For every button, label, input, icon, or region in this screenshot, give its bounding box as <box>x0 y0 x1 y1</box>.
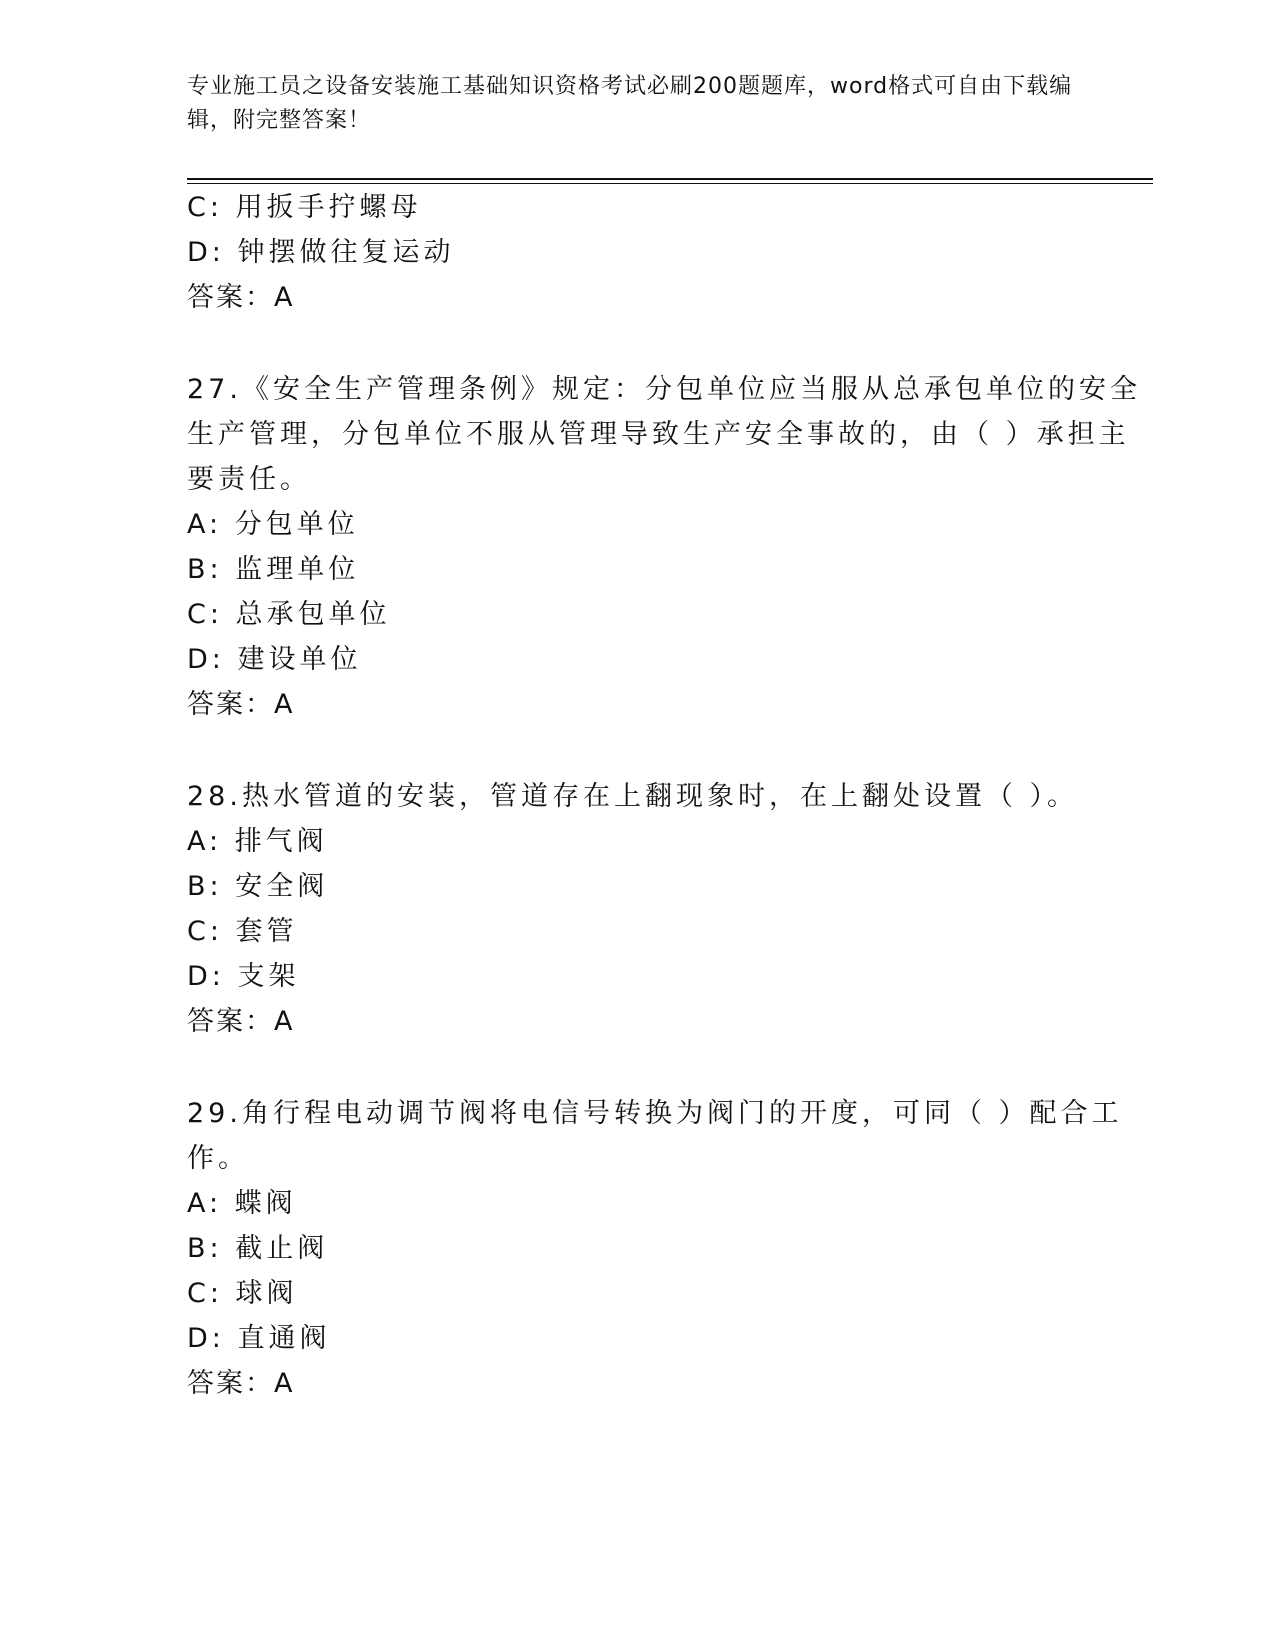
option-d <box>187 638 361 682</box>
question-28-line-1: 28.热水管道的安装，管道存在上翻现象时，在上翻处设置（ ）。 <box>187 781 1079 812</box>
question-29-line-1: 29.角行程电动调节阀将电信号转换为阀门的开度，可同（ ）配合工 <box>187 1098 1123 1129</box>
option-label: C: <box>187 916 223 947</box>
header-divider-thin <box>187 183 1153 184</box>
question-27-line-3: 要责任。 <box>187 464 311 495</box>
option-text: 监理单位 <box>235 554 360 585</box>
option-text: 蝶阀 <box>234 1188 297 1219</box>
option-text: 安全阀 <box>235 871 329 902</box>
option-text: 钟摆做往复运动 <box>237 237 455 268</box>
option-b <box>187 865 328 909</box>
option-text: 排气阀 <box>234 826 328 857</box>
option-label: B: <box>187 554 223 585</box>
option-label: C: <box>187 192 223 223</box>
option-text: 截止阀 <box>235 1233 329 1264</box>
header-divider-thick <box>187 178 1153 180</box>
option-text: 直通阀 <box>237 1323 331 1354</box>
option-text: 套管 <box>235 916 298 947</box>
answer-line: 答案：A <box>187 689 295 720</box>
option-d <box>187 955 299 999</box>
option-text: 建设单位 <box>237 644 362 675</box>
option-a <box>187 820 328 864</box>
answer-line: 答案：A <box>187 1006 295 1037</box>
option-c <box>187 910 298 954</box>
answer-line: 答案：A <box>187 1368 295 1399</box>
option-c <box>187 1272 298 1316</box>
question-29-line-2: 作。 <box>187 1143 249 1174</box>
question-27-line-1: 27.《安全生产管理条例》规定：分包单位应当服从总承包单位的安全 <box>187 374 1141 405</box>
option-b <box>187 1227 328 1271</box>
option-label: D: <box>187 1323 225 1354</box>
option-text: 用扳手拧螺母 <box>235 192 422 223</box>
question-27-line-2: 生产管理，分包单位不服从管理导致生产安全事故的，由（ ）承担主 <box>187 419 1130 450</box>
option-text: 球阀 <box>235 1278 298 1309</box>
option-text: 总承包单位 <box>235 599 391 630</box>
option-label: A: <box>187 826 223 857</box>
option-label: D: <box>187 961 225 992</box>
option-label: C: <box>187 1278 223 1309</box>
option-c <box>187 186 422 230</box>
option-label: D: <box>187 237 225 268</box>
option-b <box>187 548 359 592</box>
option-label: D: <box>187 644 225 675</box>
option-a <box>187 1182 297 1226</box>
option-label: A: <box>187 1188 223 1219</box>
option-text: 支架 <box>237 961 300 992</box>
option-a <box>187 503 359 547</box>
option-d <box>187 231 454 275</box>
option-text: 分包单位 <box>234 509 359 540</box>
option-label: C: <box>187 599 223 630</box>
option-d <box>187 1317 330 1361</box>
option-label: A: <box>187 509 223 540</box>
option-label: B: <box>187 871 223 902</box>
option-label: B: <box>187 1233 223 1264</box>
document-header: 专业施工员之设备安装施工基础知识资格考试必刷200题题库，word格式可自由下载编辑，附完整答案！ <box>187 74 1073 133</box>
option-c <box>187 593 391 637</box>
answer-line: 答案：A <box>187 282 295 313</box>
